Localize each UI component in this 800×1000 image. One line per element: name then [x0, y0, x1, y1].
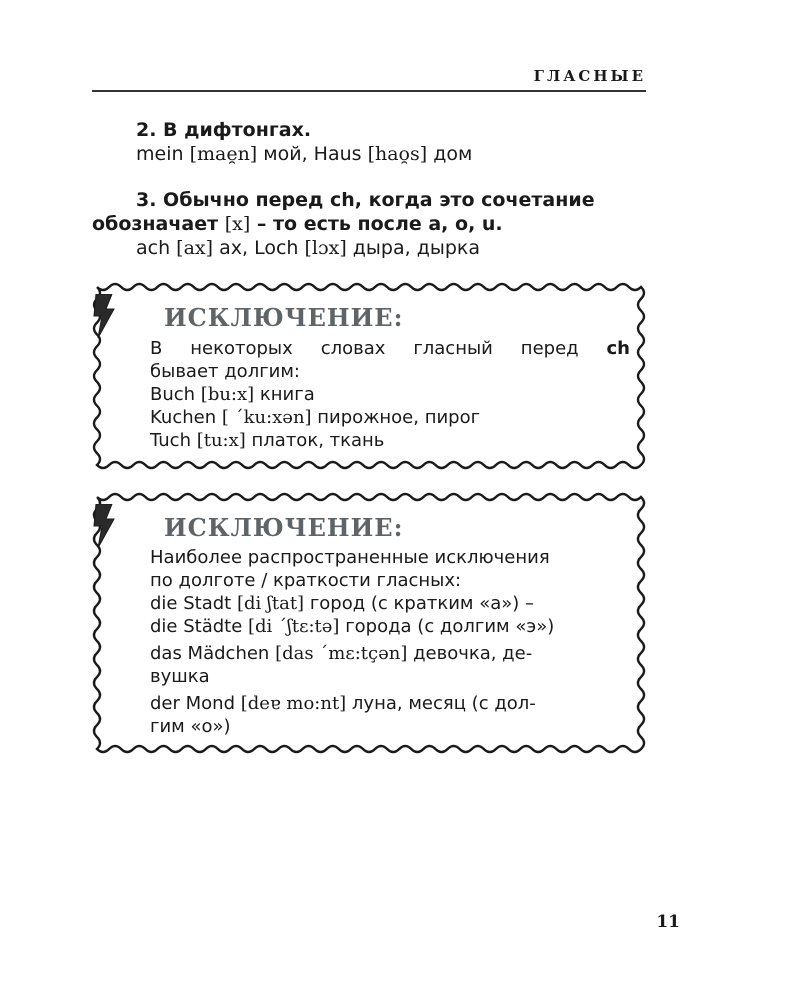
running-head: ГЛАСНЫЕ: [92, 66, 646, 92]
lightning-icon: [92, 504, 118, 548]
body-line: Наиболее распространенные исключения: [150, 547, 550, 568]
example-line-cont: вушка: [150, 666, 210, 687]
example-line: die Stadt [di ʃtat] город (с кратким «а») –: [150, 593, 535, 614]
example-line: ach [ax] ах, Loch [lɔx] дыра, дырка: [136, 237, 481, 259]
example-line: Kuchen [ ´ku:xən] пирожное, пирог: [150, 407, 481, 428]
body-line: В некоторых словах гласный перед ch: [150, 338, 630, 359]
body-line: бывает долгим:: [150, 361, 300, 382]
exception-title: ИСКЛЮЧЕНИЕ:: [164, 513, 404, 542]
exception-box-2: [92, 492, 646, 754]
example-line: der Mond [deɐ mo:nt] луна, месяц (с дол-: [150, 693, 536, 714]
exception-body: [150, 546, 630, 738]
exception-box-1: [92, 282, 646, 470]
lightning-icon: [92, 294, 118, 338]
exception-title: ИСКЛЮЧЕНИЕ:: [164, 303, 404, 332]
example-line-cont: гим «о»): [150, 716, 231, 737]
example-line: die Städte [di ´ʃtɛ:tə] города (с долгим «э»): [150, 616, 555, 637]
body-line: по долготе / краткости гласных:: [150, 570, 462, 591]
example-line: Buch [bu:x] книга: [150, 384, 315, 405]
section-heading: 2. В дифтонгах.: [136, 119, 312, 141]
section-before-ch: [92, 188, 652, 260]
page-number: 11: [656, 912, 680, 932]
example-line: mein [mae̯n] мой, Haus [hao̯s] дом: [136, 143, 473, 165]
example-line: das Mädchen [das ´mɛ:tçən] девочка, де-: [150, 643, 533, 664]
section-heading-cont: обозначает [x] – то есть после a, o, u.: [92, 213, 503, 235]
section-heading: 3. Обычно перед ch, когда это сочетание: [136, 189, 595, 211]
section-diphthongs: [92, 118, 652, 166]
exception-body: [150, 337, 630, 452]
example-line: Tuch [tu:x] платок, ткань: [150, 430, 385, 451]
